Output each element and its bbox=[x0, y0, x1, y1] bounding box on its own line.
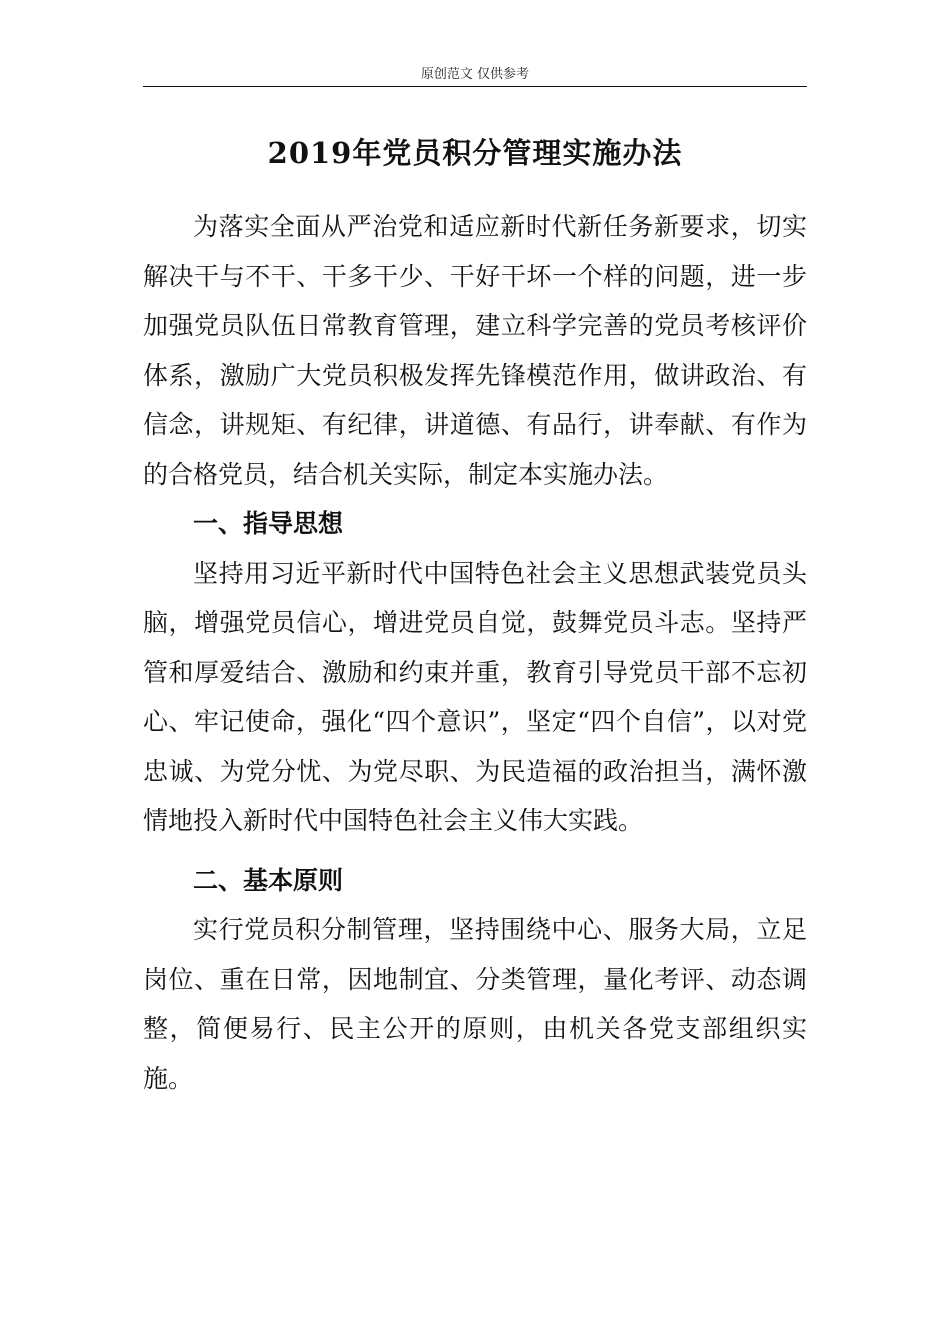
section-body-basic-principles: 实行党员积分制管理，坚持围绕中心、服务大局，立足岗位、重在日常，因地制宜、分类管理，量化考评、动态调整，简便易行、民主公开的原则，由机关各党支部组织实施。 bbox=[143, 915, 807, 1093]
section-heading-guiding-ideology: 一、指导思想 bbox=[193, 509, 344, 538]
section-body-guiding-ideology: 坚持用习近平新时代中国特色社会主义思想武装党员头脑，增强党员信心，增进党员自觉，鼓舞党员斗志。坚持严管和厚爱结合、激励和约束并重，教育引导党员干部不忘初心、牢记使命，强化“四个意识”，坚定“四个自信”，以对党忠诚、为党分忧、为党尽职、为民造福的政治担当，满怀激情地投入新时代中国特色社会主义伟大实践。 bbox=[143, 558, 807, 835]
header-divider bbox=[143, 86, 807, 87]
section-spacer bbox=[143, 846, 807, 856]
section-heading-basic-principles: 二、基本原则 bbox=[193, 865, 344, 895]
intro-paragraph: 为落实全面从严治党和适应新时代新任务新要求，切实解决干与不干、干多干少、干好干坏一个样的问题，进一步加强党员队伍日常教育管理，建立科学完善的党员考核评价体系，激励广大党员积极发挥先锋模范作用，做讲政治、有信念，讲规矩、有纪律，讲道德、有品行，讲奉献、有作为的合格党员，结合机关实际，制定本实施办法。 bbox=[143, 212, 807, 489]
document-body bbox=[143, 202, 807, 1103]
document-title: 2019年党员积分管理实施办法 bbox=[267, 136, 683, 170]
page-header: 原创范文 仅供参考 bbox=[420, 67, 530, 82]
